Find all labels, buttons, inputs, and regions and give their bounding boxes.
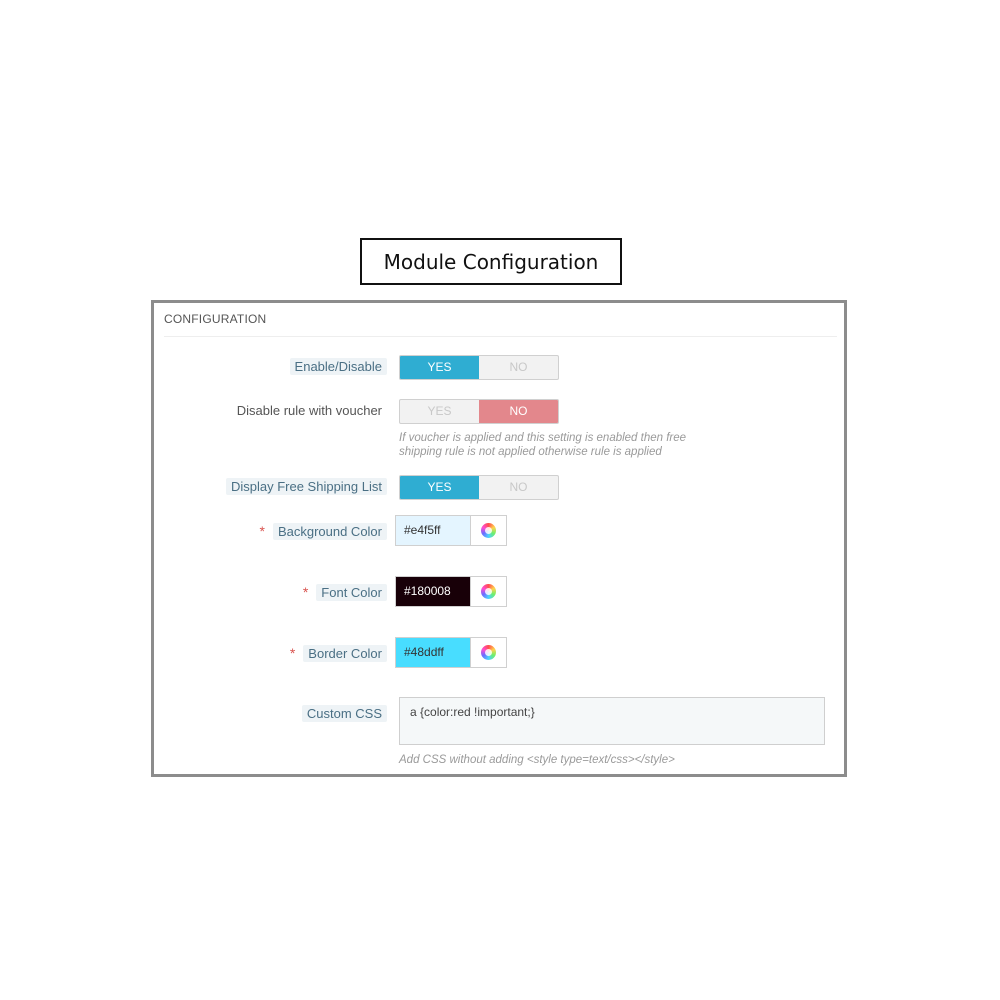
required-marker: * bbox=[289, 645, 296, 661]
font-color-field[interactable] bbox=[395, 576, 507, 607]
required-marker: * bbox=[302, 584, 309, 600]
enable-yes-option[interactable]: YES bbox=[400, 356, 479, 379]
enable-no-option[interactable]: NO bbox=[509, 360, 528, 374]
enable-disable-toggle[interactable] bbox=[399, 355, 559, 380]
color-wheel-icon bbox=[481, 584, 496, 599]
font-color-picker-button[interactable] bbox=[471, 577, 506, 606]
voucher-help-text bbox=[399, 431, 686, 459]
required-marker: * bbox=[259, 523, 265, 539]
background-color-input[interactable]: #e4f5ff bbox=[396, 516, 471, 545]
custom-css-label: Custom CSS bbox=[302, 703, 387, 725]
voucher-no-option[interactable]: NO bbox=[479, 400, 558, 423]
font-color-input[interactable]: #180008 bbox=[396, 577, 471, 606]
shipping-list-no-option[interactable]: NO bbox=[509, 480, 528, 494]
shipping-list-label: Display Free Shipping List bbox=[226, 476, 387, 498]
border-color-input[interactable]: #48ddff bbox=[396, 638, 471, 667]
voucher-rule-label: Disable rule with voucher bbox=[236, 403, 382, 418]
shipping-list-yes-option[interactable]: YES bbox=[400, 476, 479, 499]
page-heading: Module Configuration bbox=[360, 238, 622, 285]
voucher-help-line-2: shipping rule is not applied otherwise rule is applied bbox=[399, 446, 662, 458]
background-color-field[interactable] bbox=[395, 515, 507, 546]
color-wheel-icon bbox=[481, 645, 496, 660]
custom-css-textarea[interactable] bbox=[399, 697, 825, 745]
background-color-label: * Background Color bbox=[259, 520, 387, 542]
shipping-list-toggle[interactable] bbox=[399, 475, 559, 500]
border-color-label: * Border Color bbox=[290, 642, 387, 664]
border-color-field[interactable] bbox=[395, 637, 507, 668]
configuration-panel bbox=[151, 300, 847, 777]
custom-css-help-text: Add CSS without adding <style type=text/css></style> bbox=[399, 754, 675, 766]
color-wheel-icon bbox=[481, 523, 496, 538]
border-color-picker-button[interactable] bbox=[471, 638, 506, 667]
font-color-label: * Font Color bbox=[303, 581, 387, 603]
enable-disable-label: Enable/Disable bbox=[290, 356, 387, 378]
background-color-picker-button[interactable] bbox=[471, 516, 506, 545]
panel-title: CONFIGURATION bbox=[164, 303, 837, 337]
voucher-help-line-1: If voucher is applied and this setting is enabled then free bbox=[399, 432, 687, 444]
voucher-rule-toggle[interactable] bbox=[399, 399, 559, 424]
voucher-yes-option[interactable]: YES bbox=[427, 404, 452, 418]
